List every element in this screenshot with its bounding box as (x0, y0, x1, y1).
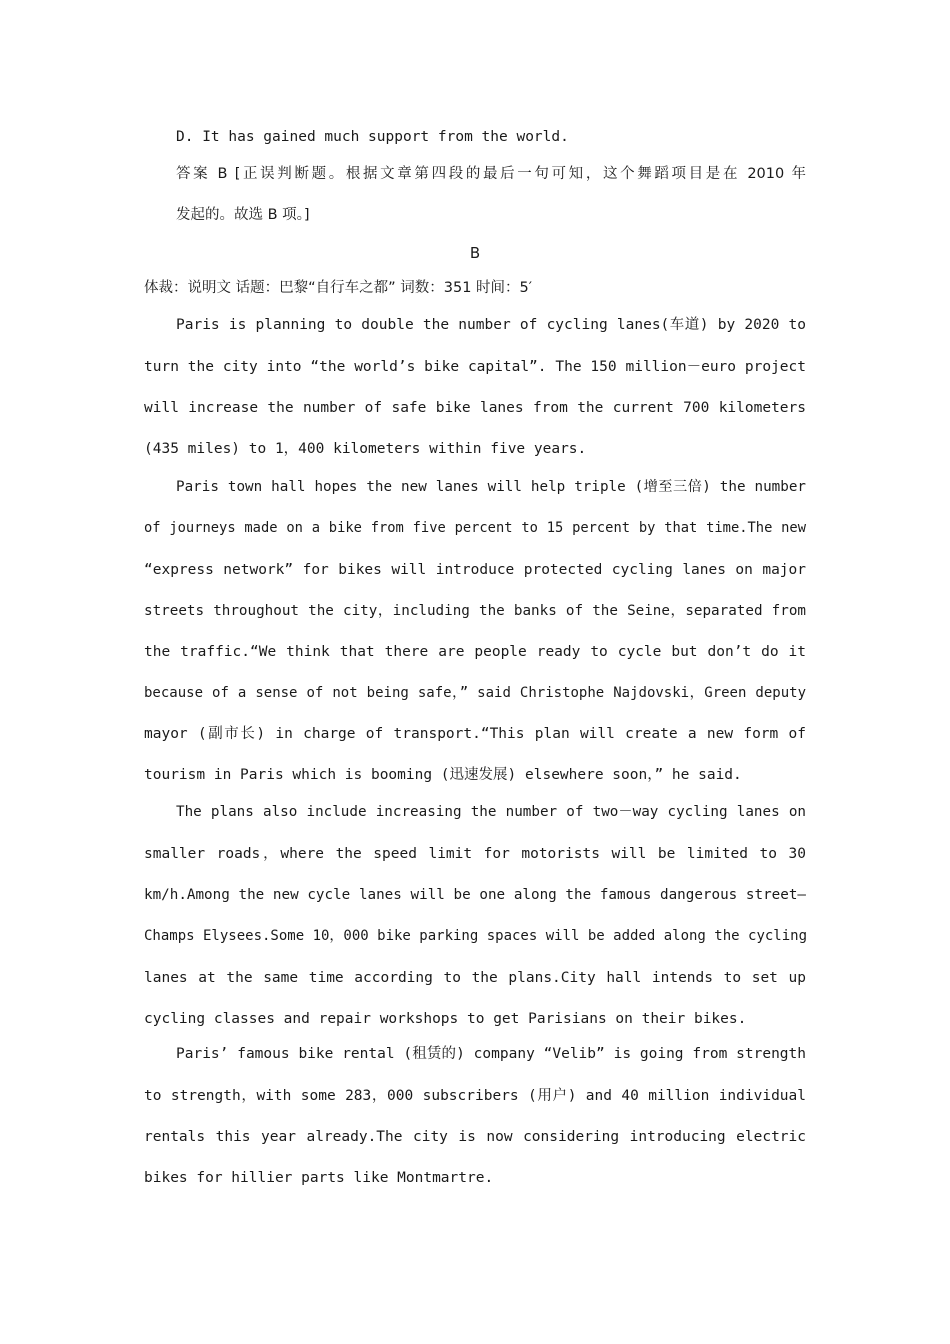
paragraph-1-line-3: will increase the number of safe bike lanes from the current 700 kilometers (144, 400, 806, 416)
paragraph-2-line-5: the traffic.“We think that there are people ready to cycle but don’t do it (144, 644, 806, 660)
paragraph-2-line-6: because of a sense of not being safe，” said Christophe Najdovski，Green deputy (144, 685, 806, 701)
paragraph-1-line-2: turn the city into “the world’s bike capital”. The 150 million－euro project (144, 359, 806, 375)
paragraph-4-line-2: to strength，with some 283，000 subscribers (用户) and 40 million individual (144, 1088, 806, 1104)
paragraph-3-line-6: cycling classes and repair workshops to get Parisians on their bikes. (144, 1011, 747, 1027)
section-heading: B (469, 244, 481, 262)
paragraph-3-line-4: Champs Elysees.Some 10，000 bike parking spaces will be added along the cycling (144, 928, 808, 944)
option-d: D. It has gained much support from the world. (176, 129, 569, 145)
paragraph-1-line-4: (435 miles) to 1，400 kilometers within five years. (144, 441, 587, 457)
meta-line: 体裁：说明文 话题：巴黎“自行车之都” 词数：351 时间：5′ (144, 280, 533, 296)
paragraph-2-line-1: Paris town hall hopes the new lanes will help triple (增至三倍) the number (176, 479, 806, 495)
paragraph-4-line-4: bikes for hillier parts like Montmartre. (144, 1170, 494, 1186)
paragraph-2-line-2: of journeys made on a bike from five percent to 15 percent by that time.The new (144, 520, 806, 536)
paragraph-1-line-1: Paris is planning to double the number of cycling lanes(车道) by 2020 to (176, 317, 806, 333)
paragraph-3-line-2: smaller roads，where the speed limit for motorists will be limited to 30 (144, 846, 806, 862)
answer-line-2: 发起的。故选 B 项。] (176, 207, 310, 223)
answer-line-1: 答案 B [正误判断题。根据文章第四段的最后一句可知，这个舞蹈项目是在 2010 年 (176, 166, 806, 182)
paragraph-4-line-3: rentals this year already.The city is now considering introducing electric (144, 1129, 806, 1145)
paragraph-2-line-7: mayor (副市长) in charge of transport.“This plan will create a new form of (144, 726, 806, 742)
paragraph-2-line-4: streets throughout the city，including the banks of the Seine，separated from (144, 603, 806, 619)
paragraph-2-line-3: “express network” for bikes will introduce protected cycling lanes on major (144, 562, 806, 578)
paragraph-3-line-1: The plans also include increasing the number of two－way cycling lanes on (176, 804, 806, 820)
paragraph-3-line-3: km/h.Among the new cycle lanes will be one along the famous dangerous street— (144, 887, 806, 903)
paragraph-4-line-1: Paris’ famous bike rental (租赁的) company “Velib” is going from strength (176, 1046, 806, 1062)
paragraph-3-line-5: lanes at the same time according to the plans.City hall intends to set up (144, 970, 806, 986)
paragraph-2-line-8: tourism in Paris which is booming (迅速发展) elsewhere soon，” he said. (144, 767, 742, 783)
